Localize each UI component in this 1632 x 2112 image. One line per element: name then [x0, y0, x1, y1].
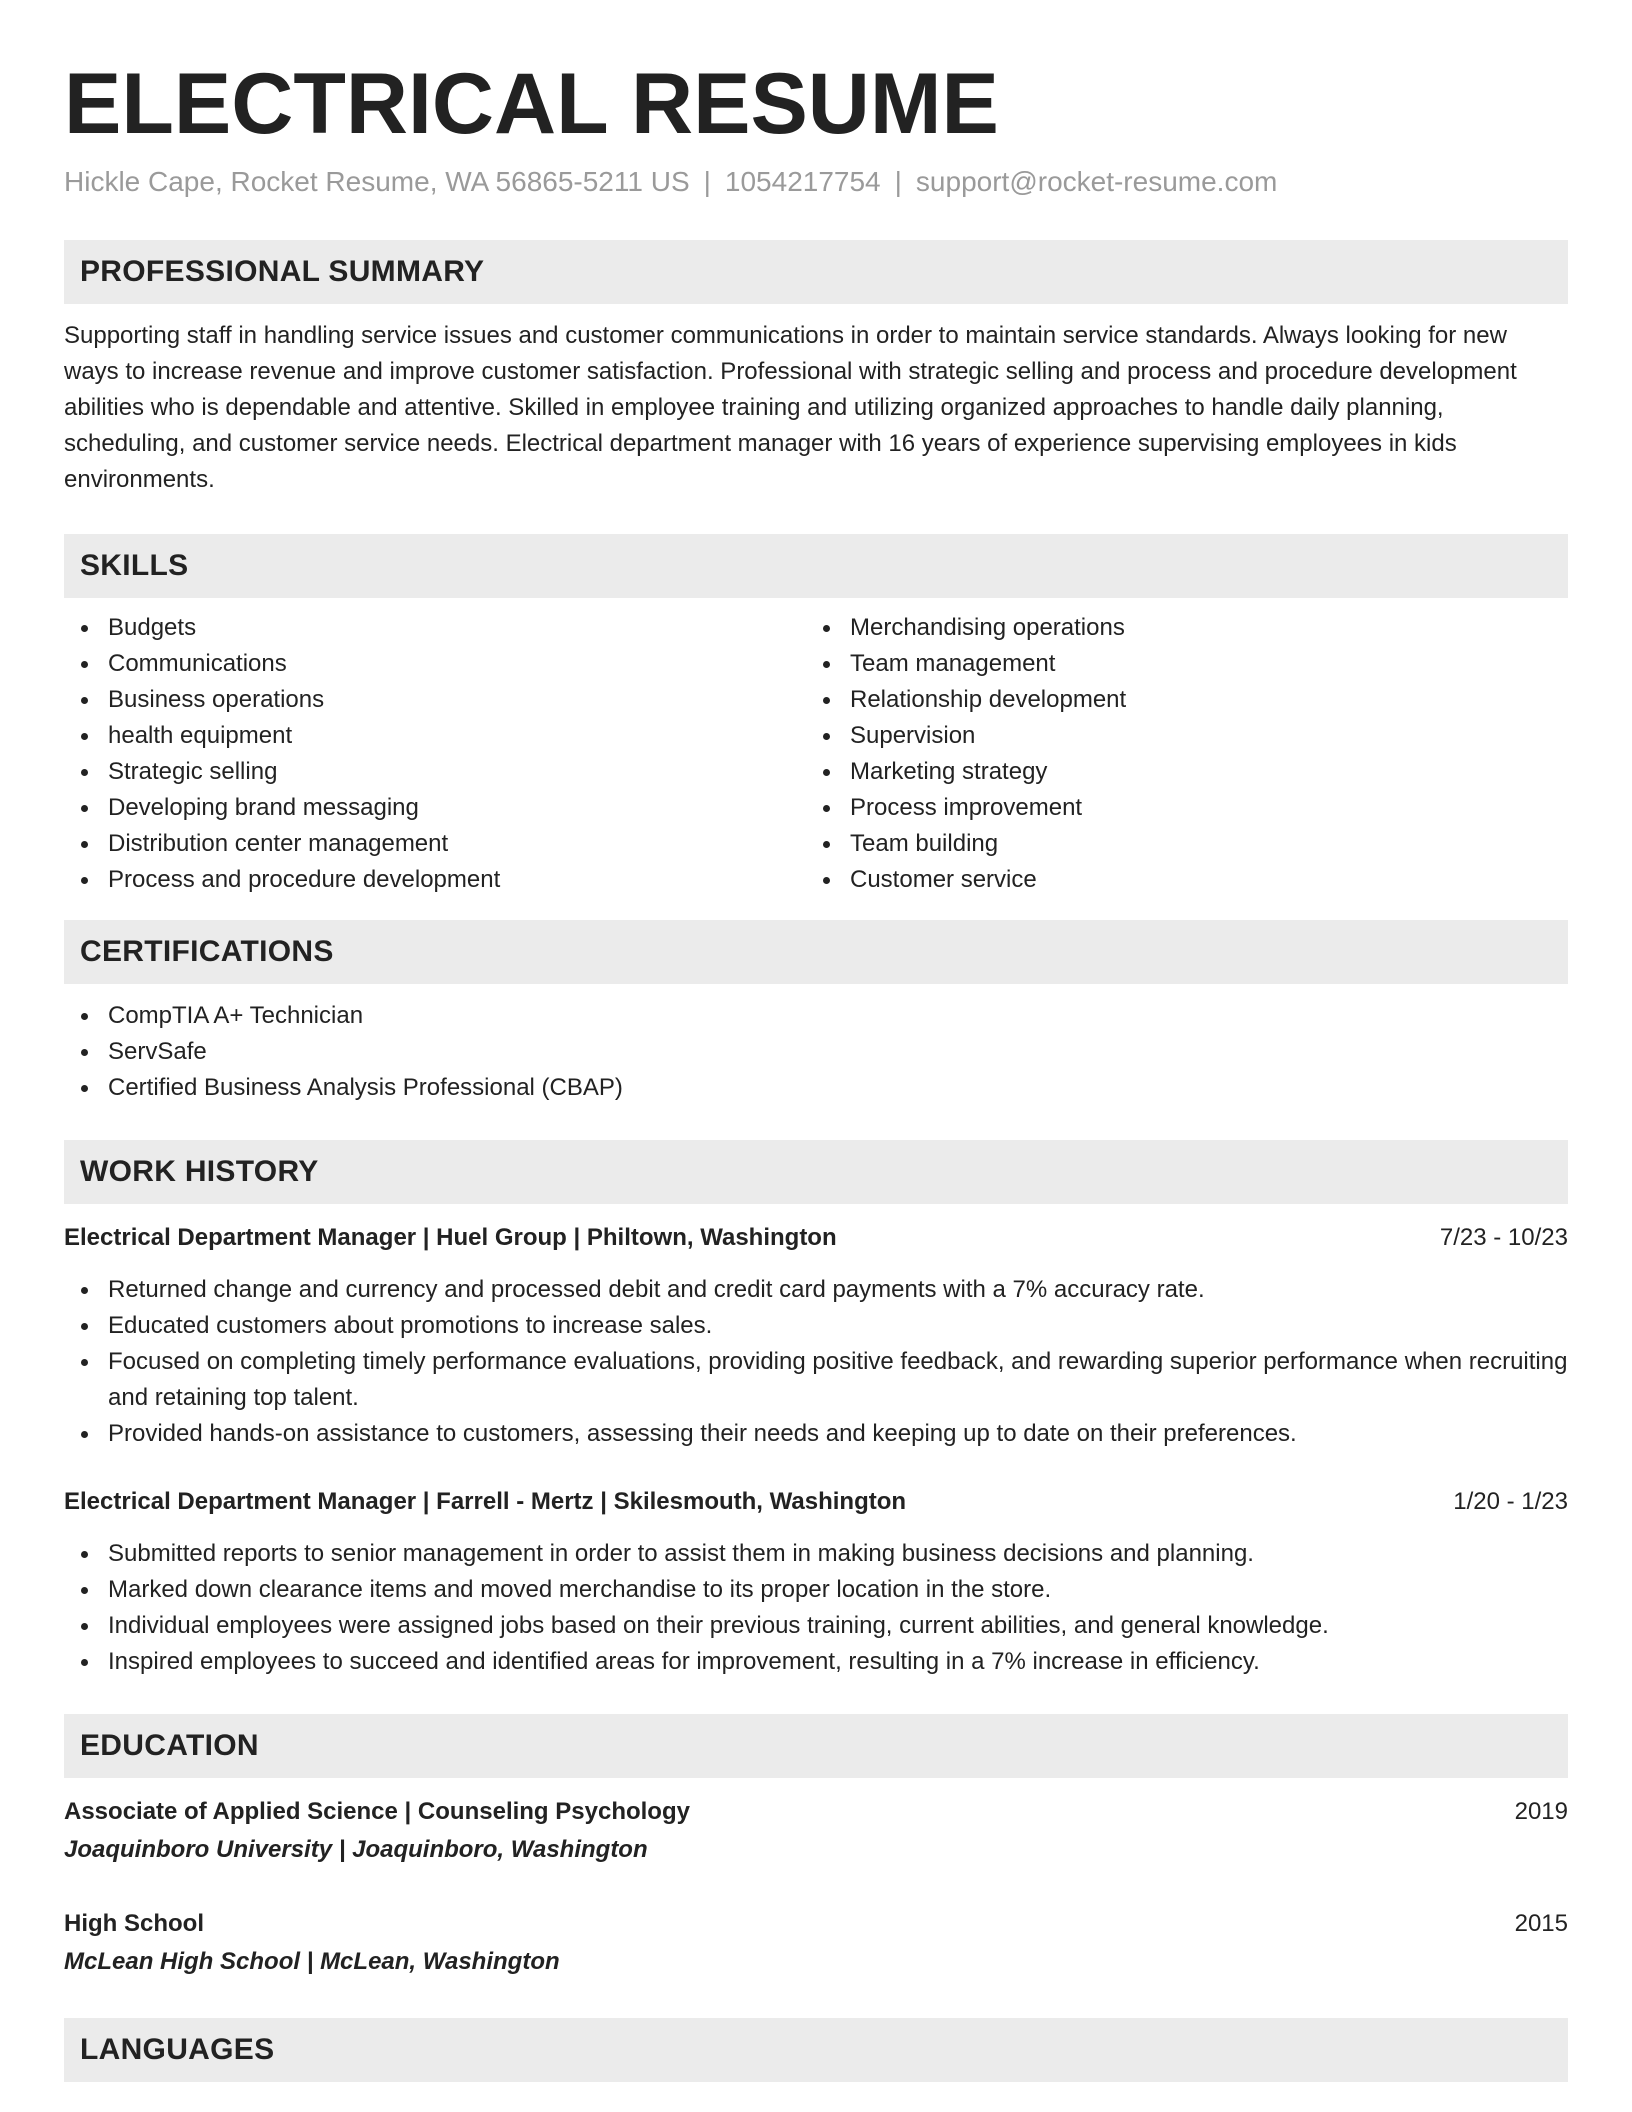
skill-item: Business operations — [64, 682, 806, 718]
job-dates: 1/20 - 1/23 — [1453, 1488, 1568, 1515]
job-title: Electrical Department Manager | Huel Group | Philtown, Washington — [64, 1224, 837, 1251]
job-bullets — [64, 1272, 1568, 1452]
education-year: 2019 — [1514, 1798, 1568, 1825]
job-bullet: Individual employees were assigned jobs based on their previous training, current abilities, and general knowledge. — [64, 1608, 1568, 1644]
job-dates: 7/23 - 10/23 — [1439, 1224, 1568, 1251]
certification-item: CompTIA A+ Technician — [64, 998, 1568, 1034]
job-header — [64, 1484, 1568, 1520]
job-bullet: Educated customers about promotions to increase sales. — [64, 1308, 1568, 1344]
education-school: McLean High School | McLean, Washington — [64, 1948, 560, 1975]
education-school: Joaquinboro University | Joaquinboro, Washington — [64, 1836, 648, 1863]
resume-title: ELECTRICAL RESUME — [64, 56, 999, 152]
job-bullet: Marked down clearance items and moved merchandise to its proper location in the store. — [64, 1572, 1568, 1608]
skill-item: Relationship development — [806, 682, 1548, 718]
education-header — [64, 1906, 1568, 1942]
job-bullet: Submitted reports to senior management in order to assist them in making business decisions and planning. — [64, 1536, 1568, 1572]
skill-item: health equipment — [64, 718, 806, 754]
contact-email: support@rocket-resume.com — [915, 166, 1278, 197]
contact-separator: | — [894, 166, 902, 197]
skill-item: Budgets — [64, 610, 806, 646]
contact-address: Hickle Cape, Rocket Resume, WA 56865-5211 US — [64, 166, 690, 197]
skill-item: Distribution center management — [64, 826, 806, 862]
education-degree: Associate of Applied Science | Counseling Psychology — [64, 1798, 690, 1825]
section-header-languages: LANGUAGES — [64, 2018, 1568, 2082]
skill-item: Team building — [806, 826, 1548, 862]
certification-item: Certified Business Analysis Professional (CBAP) — [64, 1070, 1568, 1106]
section-header-work-history: WORK HISTORY — [64, 1140, 1568, 1204]
skill-item: Team management — [806, 646, 1548, 682]
contact-line — [64, 164, 1568, 200]
education-entry — [64, 1906, 1568, 1980]
contact-phone: 1054217754 — [724, 166, 881, 197]
skill-item: Merchandising operations — [806, 610, 1548, 646]
job-bullet: Focused on completing timely performance evaluations, providing positive feedback, and rewarding superior performance when recruiting and retaining top talent. — [64, 1344, 1568, 1416]
job-bullet: Provided hands-on assistance to customers, assessing their needs and keeping up to date on their preferences. — [64, 1416, 1568, 1452]
skill-item: Developing brand messaging — [64, 790, 806, 826]
certification-item: ServSafe — [64, 1034, 1568, 1070]
skill-item: Process and procedure development — [64, 862, 806, 898]
section-header-skills: SKILLS — [64, 534, 1568, 598]
skill-item: Strategic selling — [64, 754, 806, 790]
education-degree: High School — [64, 1910, 204, 1937]
skill-item: Supervision — [806, 718, 1548, 754]
job-header — [64, 1220, 1568, 1256]
job-bullet: Inspired employees to succeed and identified areas for improvement, resulting in a 7% increase in efficiency. — [64, 1644, 1568, 1680]
skill-item: Communications — [64, 646, 806, 682]
section-header-education: EDUCATION — [64, 1714, 1568, 1778]
certifications-list — [64, 998, 1568, 1106]
job-bullet: Returned change and currency and processed debit and credit card payments with a 7% accuracy rate. — [64, 1272, 1568, 1308]
skills-left-list — [64, 610, 806, 898]
job-title: Electrical Department Manager | Farrell - Mertz | Skilesmouth, Washington — [64, 1488, 907, 1515]
skills-right-list — [806, 610, 1548, 898]
contact-separator: | — [703, 166, 711, 197]
skills-grid — [64, 610, 1568, 898]
education-year: 2015 — [1514, 1910, 1568, 1937]
section-header-summary: PROFESSIONAL SUMMARY — [64, 240, 1568, 304]
summary-text: Supporting staff in handling service issues and customer communications in order to maintain service standards. Always looking for new ways to increase revenue and improve customer satisfaction. Professional with strategic selling and process and procedure development abilities who is dependable and attentive. Skilled in employee training and utilizing organized approaches to handle daily planning, scheduling, and customer service needs. Electrical department manager with 16 years of experience supervising employees in kids environments. — [64, 322, 1517, 493]
job-entry — [64, 1484, 1568, 1680]
skill-item: Process improvement — [806, 790, 1548, 826]
job-bullets — [64, 1536, 1568, 1680]
skill-item: Marketing strategy — [806, 754, 1548, 790]
education-header — [64, 1794, 1568, 1830]
education-entry — [64, 1794, 1568, 1868]
skill-item: Customer service — [806, 862, 1548, 898]
job-entry — [64, 1220, 1568, 1452]
section-header-certifications: CERTIFICATIONS — [64, 920, 1568, 984]
